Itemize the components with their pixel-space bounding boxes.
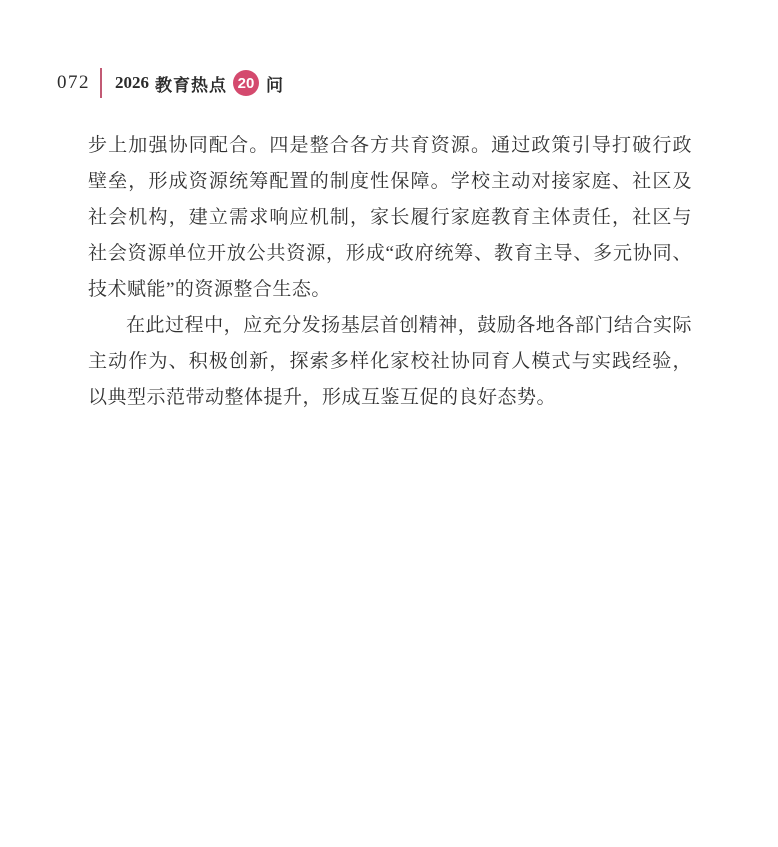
series-year: 2026 [115, 73, 149, 92]
series-suffix: 问 [266, 75, 283, 95]
running-header [57, 66, 283, 100]
body-paragraph: 在此过程中，应充分发扬基层首创精神，鼓励各地各部门结合实际主动作为、积极创新，探索多样化家校社协同育人模式与实践经验，以典型示范带动整体提升，形成互鉴互促的良好态势。 [88, 315, 692, 408]
page-number: 072 [57, 72, 90, 93]
header-divider [100, 68, 102, 98]
series-title: 教育热点 [155, 75, 227, 95]
body-text-block [88, 128, 692, 416]
body-paragraph: 步上加强协同配合。四是整合各方共育资源。通过政策引导打破行政壁垒，形成资源统筹配置的制度性保障。学校主动对接家庭、社区及社会机构，建立需求响应机制，家长履行家庭教育主体责任，社区与社会资源单位开放公共资源，形成“政府统筹、教育主导、多元协同、技术赋能”的资源整合生态。 [88, 135, 692, 300]
question-count-badge: 20 [233, 70, 259, 96]
